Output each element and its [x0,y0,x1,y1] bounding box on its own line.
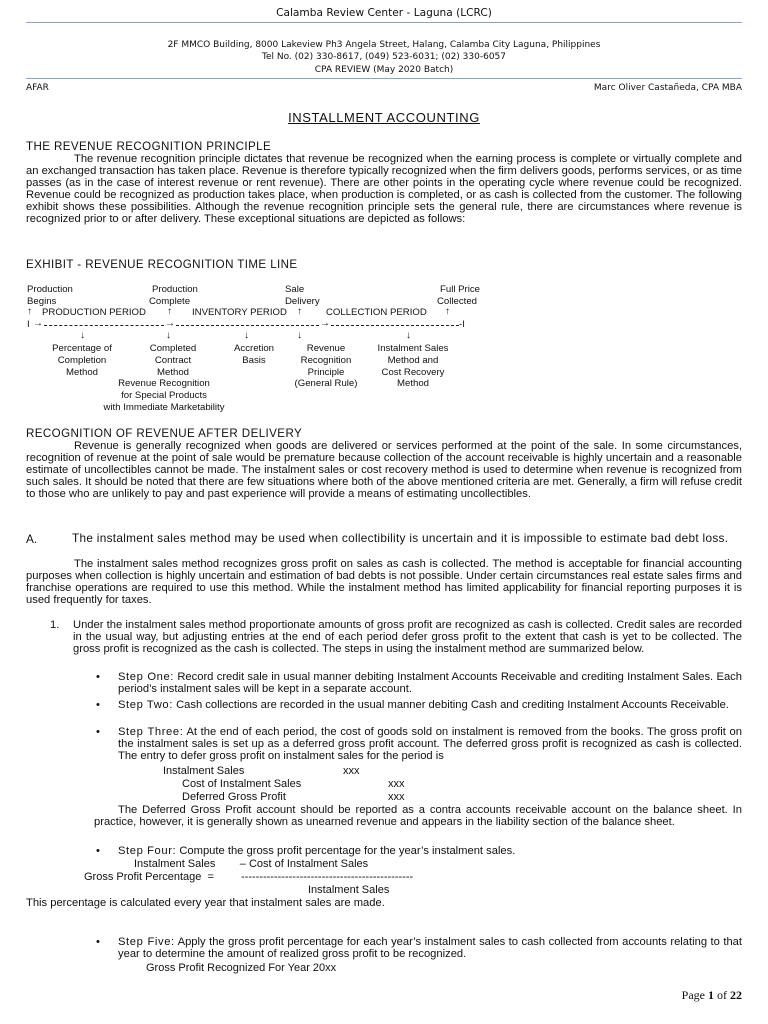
entry-amount: xxx [343,765,360,777]
subject: AFAR [26,83,49,93]
of-word: of [717,988,727,1002]
formula-numerator: Instalment Sales – Cost of Instalment Sales [134,858,369,870]
special-products-label: Revenue Recognition for Special Products with Immediate Marketability [103,378,225,413]
formula-denominator: Instalment Sales [308,884,390,896]
step-label: Step One: [118,671,174,683]
down-arrow-icon: ↓ [244,330,249,341]
bullet-icon: • [96,936,100,948]
timeline-end: -I [459,319,465,330]
page-total: 22 [730,988,742,1002]
header-rule-top [26,22,742,23]
step-four [118,845,742,857]
paragraph-after-delivery: Revenue is generally recognized when goods are delivered or services performed at the point of the sale. In some circumstances, recognition of revenue at the point of sale would be premature because collection of the account receivable is highly uncertain and a reasonable estimate of uncollectibles cannot be made. The instalment sales or cost recovery method is used to determine when revenue is recognized from such sales. It should be noted that there are few situations where both of the above mentioned criteria are met. Generally, a firm will refuse credit to those who are unlikely to pay and past experience will provide a means of estimating uncollectibles. [26,440,742,501]
up-arrow-icon: ↑ [445,306,450,317]
step-text: Apply the gross profit percentage for each year’s instalment sales to cash collected from accounts relating to that year to determine the amount of realized gross profit to be recognized. [118,936,743,961]
period-label: INVENTORY PERIOD [192,307,287,318]
up-arrow-icon: ↑ [167,306,172,317]
up-arrow-icon: ↑ [297,306,302,317]
section-a-heading: The instalment sales method may be used when collectibility is uncertain and it is impossible to estimate bad debt loss. [72,531,729,545]
timeline-label: Production [27,284,73,295]
exhibit-heading: EXHIBIT - REVENUE RECOGNITION TIME LINE [26,258,298,271]
item-number: 1. [50,619,60,631]
entry-account: Instalment Sales [163,765,245,777]
right-arrow-icon: → [320,318,330,329]
bullet-icon: • [96,699,100,711]
entry-amount: xxx [388,791,405,803]
formula-bar: ----------------------------------------------- [241,871,414,883]
method-label: Percentage of Completion Method [52,343,112,378]
bullet-icon: • [96,671,100,683]
timeline-label: Collected [437,296,477,307]
timeline-label: Complete [149,296,191,307]
timeline-label: Sale [285,284,305,295]
percentage-note: This percentage is calculated every year that instalment sales are made. [26,897,385,909]
author: Marc Oliver Castañeda, CPA MBA [593,83,742,93]
step-label: Step Three: [118,726,184,738]
gp-recognized-line: Gross Profit Recognized For Year 20xx [146,962,337,974]
down-arrow-icon: ↓ [166,330,171,341]
entry-amount: xxx [388,778,405,790]
entry-account: Deferred Gross Profit [182,791,286,803]
page-word: Page [681,988,705,1002]
down-arrow-icon: ↓ [297,330,302,341]
timeline-segment [44,325,164,326]
method-label: Instalment Sales Method and Cost Recovery Method [377,343,449,390]
period-label: COLLECTION PERIOD [326,307,427,318]
page-number [682,988,742,1003]
step-text: Compute the gross profit percentage for the year’s instalment sales. [179,845,516,857]
section-heading-revenue-principle: THE REVENUE RECOGNITION PRINCIPLE [26,140,272,153]
timeline-segment [176,325,319,326]
step-one [118,671,742,695]
step-three [118,726,742,762]
formula-lhs: Gross Profit Percentage = [84,871,214,883]
bullet-icon: • [96,726,100,738]
step-text: At the end of each period, the cost of goods sold on instalment is removed from the books. The gross profit on the instalment sales is set up as a deferred gross profit account. The deferred gross profit is recognized as cash is collected. The entry to defer gross profit on instalment sales for the period is [118,726,742,763]
section-a-label: A. [26,532,38,546]
item-1-text: Under the instalment sales method proportionate amounts of gross profit are recognized as cash is collected. Credit sales are recorded in the usual way, but adjusting entries at the end of each period defer gross profit to the extent that cash is yet to be collected. The gross profit is recognized as the cash is collected. The steps in using the instalment method are summarized below. [73,619,742,656]
paragraph-instalment-method: The instalment sales method recognizes gross profit on sales as cash is collected. The method is acceptable for financial accounting purposes when collection is highly uncertain and estimation of bad debts is not possible. Under certain circumstances real estate sales firms and franchise operations are required to use this method. While the instalment method has limited applicability for financial reporting purposes it is used frequently for taxes. [26,558,742,607]
deferred-gp-note: The Deferred Gross Profit account should be reported as a contra accounts receivable account on the balance sheet. In practice, however, it is generally shown as unearned revenue and appears in the liability section of the balance sheet. [94,804,742,829]
telephone: Tel No. (02) 330-8617, (049) 523-6031; (02) 330-6057 [261,52,506,62]
right-arrow-icon: → [165,318,175,329]
period-label: PRODUCTION PERIOD [42,307,146,318]
timeline-start: I [27,319,30,330]
timeline-label: Begins [27,296,57,307]
section-heading-after-delivery: RECOGNITION OF REVENUE AFTER DELIVERY [26,427,303,440]
entry-account: Cost of Instalment Sales [182,778,302,790]
method-label: Accretion Basis [234,343,274,366]
step-label: Step Four: [118,845,177,857]
address: 2F MMCO Building, 8000 Lakeview Ph3 Angela Street, Halang, Calamba City Laguna, Philippines [167,40,601,50]
step-label: Step Two: [118,699,173,711]
paragraph-revenue-principle: The revenue recognition principle dictates that revenue be recognized when the earning process is complete or virtually complete and an exchanged transaction has taken place. Revenue is therefore typically recognized when the firm delivers goods, performs services, or as time passes (as in the case of interest revenue or rent revenue). There are other points in the operating cycle where revenue could be recognized. Revenue could be recognized as production takes place, when production is completed, or as cash is collected from the customer. The following exhibit shows these possibilities. Although the revenue recognition principle sets the general rule, there are circumstances where revenue is recognized prior to or after delivery. These exceptional situations are depicted as follows: [26,153,742,226]
batch: CPA REVIEW (May 2020 Batch) [314,65,454,75]
timeline-label: Delivery [285,296,320,307]
org-name: Calamba Review Center - Laguna (LCRC) [276,7,492,19]
timeline-label: Full Price [440,284,480,295]
step-text: Cash collections are recorded in the usual manner debiting Cash and crediting Instalment Accounts Receivable. [176,699,729,711]
page-title: INSTALLMENT ACCOUNTING [288,110,480,125]
bullet-icon: • [96,845,100,857]
step-five [118,936,742,960]
up-arrow-icon: ↑ [27,306,32,317]
timeline-segment [331,325,459,326]
timeline-label: Production [152,284,198,295]
step-label: Step Five: [118,936,175,948]
header-rule-bottom [26,78,742,79]
down-arrow-icon: ↓ [406,330,411,341]
down-arrow-icon: ↓ [80,330,85,341]
page-current: 1 [708,988,714,1002]
step-two [118,699,742,711]
step-text: Record credit sale in usual manner debiting Instalment Accounts Receivable and crediting Instalment Sales. Each period’s instalment sales will be kept in a separate account. [118,671,742,696]
right-arrow-icon: → [33,318,43,329]
method-label: Completed Contract Method [149,343,197,378]
method-label: Revenue Recognition Principle (General Rule) [294,343,358,390]
